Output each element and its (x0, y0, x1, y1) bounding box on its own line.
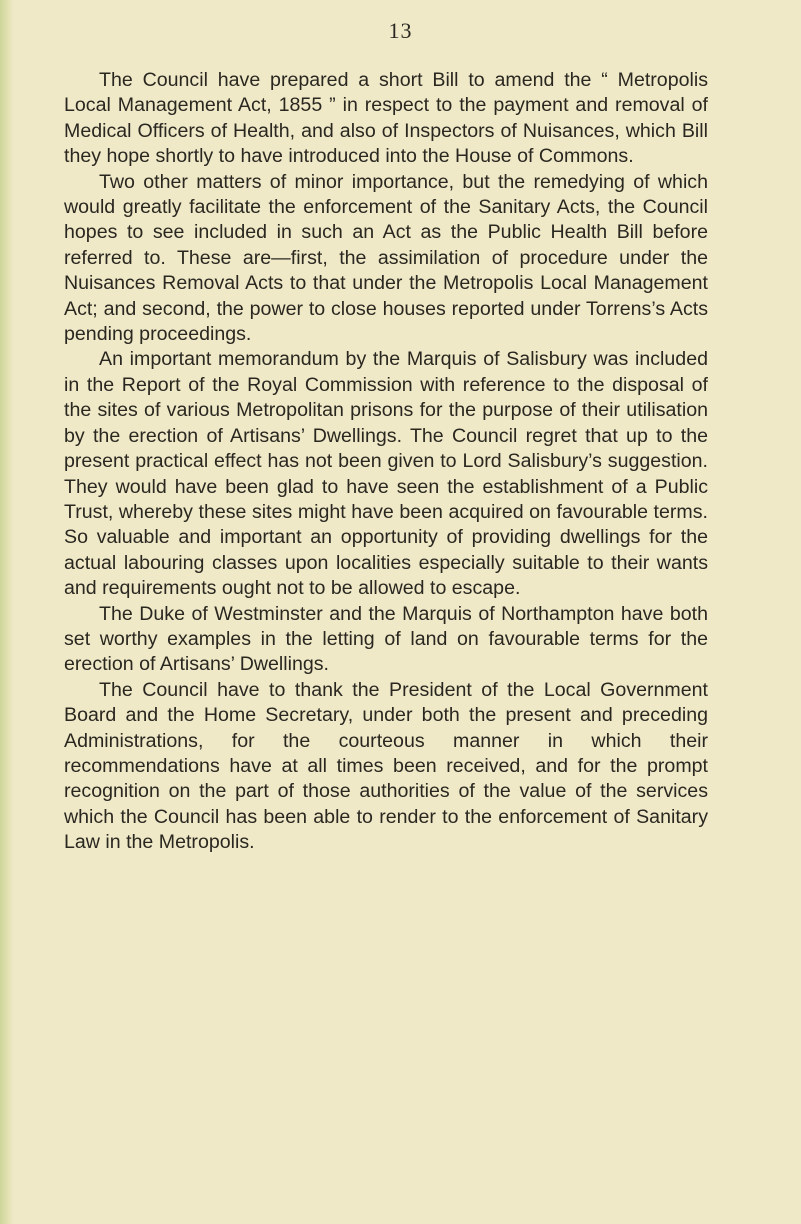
paragraph-thanks: The Council have to thank the President of the Local Government Board and the Home Secretary, under both the present and preceding Administrations, for the courteous manner in which their recommendations have at all times been received, and for the prompt recognition on the part of those authorities of the value of the services which the Council has been able to render to the enforcement of Sanitary Law in the Metropolis. (64, 678, 708, 854)
paragraph-salisbury-memorandum: An important memorandum by the Marquis of Salisbury was included in the Report of the Royal Commission with reference to the disposal of the sites of various Metropolitan prisons for the purpose of their utilisation by the erection of Artisans’ Dwellings. The Council regret that up to the present practical effect has not been given to Lord Salisbury’s suggestion. They would have been glad to have seen the establishment of a Public Trust, whereby these sites might have been acquired on favourable terms. So valuable and important an opportunity of providing dwellings for the actual labouring classes upon localities especially suitable to their wants and requirements ought not to be allowed to escape. (64, 348, 708, 600)
paragraph-westminster-northampton: The Duke of Westminster and the Marquis of Northampton have both set worthy examples in the letting of land on favourable terms for the erection of Artisans’ Dwellings. (64, 602, 708, 676)
body-text (64, 68, 708, 856)
paragraph-metropolis-bill: The Council have prepared a short Bill to amend the “ Metropolis Local Management Act, 1855 ” in respect to the payment and removal of Medical Officers of Health, and also of Inspectors of Nuisances, which Bill they hope shortly to have introduced into the House of Commons. (64, 69, 708, 168)
page-edge-shadow (0, 0, 14, 1224)
page-number: 13 (388, 18, 413, 43)
paragraph-minor-matters: Two other matters of minor importance, but the remedying of which would greatly facilitate the enforcement of the Sanitary Acts, the Council hopes to see included in such an Act as the Public Health Bill before referred to. These are—first, the assimilation of procedure under the Nuisances Removal Acts to that under the Metropolis Local Management Act; and second, the power to close houses reported under Torrens’s Acts pending proceedings. (64, 170, 708, 346)
